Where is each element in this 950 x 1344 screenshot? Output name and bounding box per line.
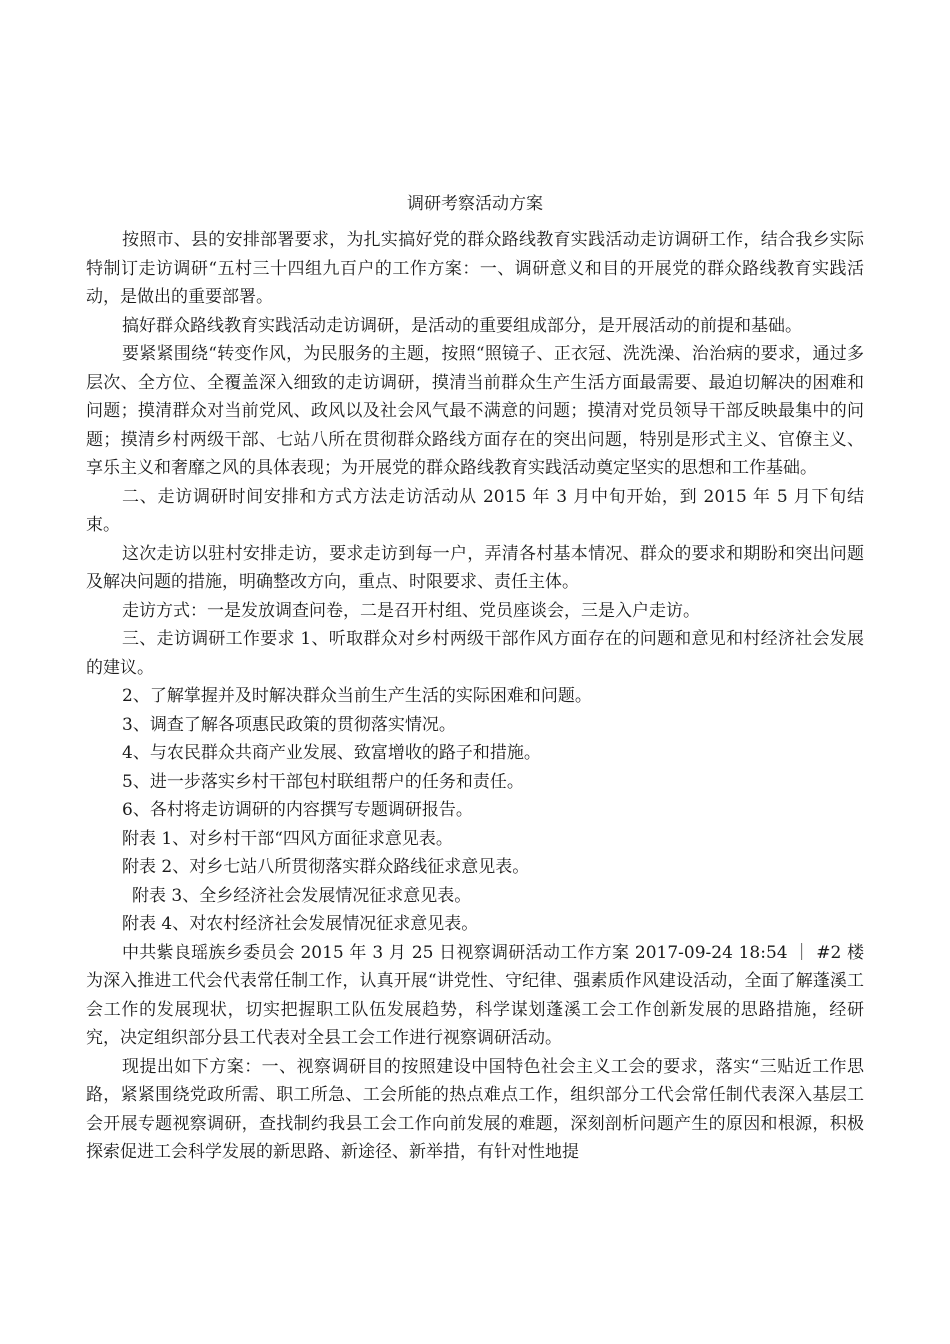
list-item-requirement-3: 3、调查了解各项惠民政策的贯彻落实情况。 <box>122 714 456 735</box>
list-item-appendix-4: 附表 4、对农村经济社会发展情况征求意见表。 <box>122 914 479 934</box>
paragraph-visit-scope: 这次走访以驻村安排走访，要求走访到每一户，弄清各村基本情况、群众的要求和期盼和突出问题及解决问题的措施，明确整改方向，重点、时限要求、责任主体。 <box>86 543 864 592</box>
list-item-requirement-6: 6、各村将走访调研的内容撰写专题调研报告。 <box>122 800 473 820</box>
list-item-appendix-2: 附表 2、对乡七站八所贯彻落实群众路线征求意见表。 <box>122 857 530 877</box>
list-item-appendix-1: 附表 1、对乡村干部“四风方面征求意见表。 <box>122 828 453 849</box>
paragraph-focus: 要紧紧围绕“转变作风，为民服务的主题，按照“照镜子、正衣冠、洗洗澡、治治病的要求，通过多层次、全方位、全覆盖深入细致的走访调研，摸清当前群众生产生活方面最需要、最迫切解决的困难和问题；摸清群众对当前党风、政风以及社会风气最不满意的问题；摸清对党员领导干部反映最集中的问题；摸清乡村两级干部、七站八所在贯彻群众路线方面存在的突出问题，特别是形式主义、官僚主义、享乐主义和奢靡之风的具体表现；为开展党的群众路线教育实践活动奠定坚实的思想和工作基础。 <box>86 344 864 478</box>
document-page <box>86 190 864 1167</box>
document-title: 调研考察活动方案 <box>407 194 543 214</box>
paragraph-intro: 按照市、县的安排部署要求，为扎实搞好党的群众路线教育实践活动走访调研工作，结合我乡实际特制订走访调研“五村三十四组九百户的工作方案：一、调研意义和目的开展党的群众路线教育实践活动，是做出的重要部署。 <box>86 230 864 307</box>
list-item-requirement-5: 5、进一步落实乡村干部包村联组帮户的任务和责任。 <box>122 771 524 792</box>
list-item-appendix-3: 附表 3、全乡经济社会发展情况征求意见表。 <box>132 885 472 906</box>
paragraph-inspection-intro: 中共紫良瑶族乡委员会 2015 年 3 月 25 日视察调研活动工作方案 2017-09-24 18:54 ｜ #2 楼为深入推进工代会代表常任制工作，认真开展“讲党性、守纪律、强素质作风建设活动，全面了解蓬溪工会工作的发展现状，切实把握职工队伍发展趋势，科学谋划蓬溪工会工作创新发展的思路措施，经研究，决定组织部分县工代表对全县工会工作进行视察调研活动。 <box>86 942 864 1048</box>
paragraph-importance: 搞好群众路线教育实践活动走访调研，是活动的重要组成部分，是开展活动的前提和基础。 <box>122 315 802 336</box>
list-item-requirement-4: 4、与农民群众共商产业发展、致富增收的路子和措施。 <box>122 743 541 763</box>
paragraph-inspection-purpose: 现提出如下方案：一、视察调研目的按照建设中国特色社会主义工会的要求，落实“三贴近工作思路，紧紧围绕党政所需、职工所急、工会所能的热点难点工作，组织部分工代会常任制代表深入基层工会开展专题视察调研，查找制约我县工会工作向前发展的难题，深刻剖析问题产生的原因和根源，积极探索促进工会科学发展的新思路、新途径、新举措，有针对性地提 <box>86 1056 864 1162</box>
paragraph-requirements: 三、走访调研工作要求 1、听取群众对乡村两级干部作风方面存在的问题和意见和村经济社会发展的建议。 <box>86 629 864 678</box>
paragraph-schedule: 二、走访调研时间安排和方式方法走访活动从 2015 年 3 月中旬开始，到 2015 年 5 月下旬结束。 <box>86 486 864 535</box>
paragraph-visit-methods: 走访方式：一是发放调查问卷，二是召开村组、党员座谈会，三是入户走访。 <box>122 600 700 621</box>
list-item-requirement-2: 2、了解掌握并及时解决群众当前生产生活的实际困难和问题。 <box>122 686 592 706</box>
